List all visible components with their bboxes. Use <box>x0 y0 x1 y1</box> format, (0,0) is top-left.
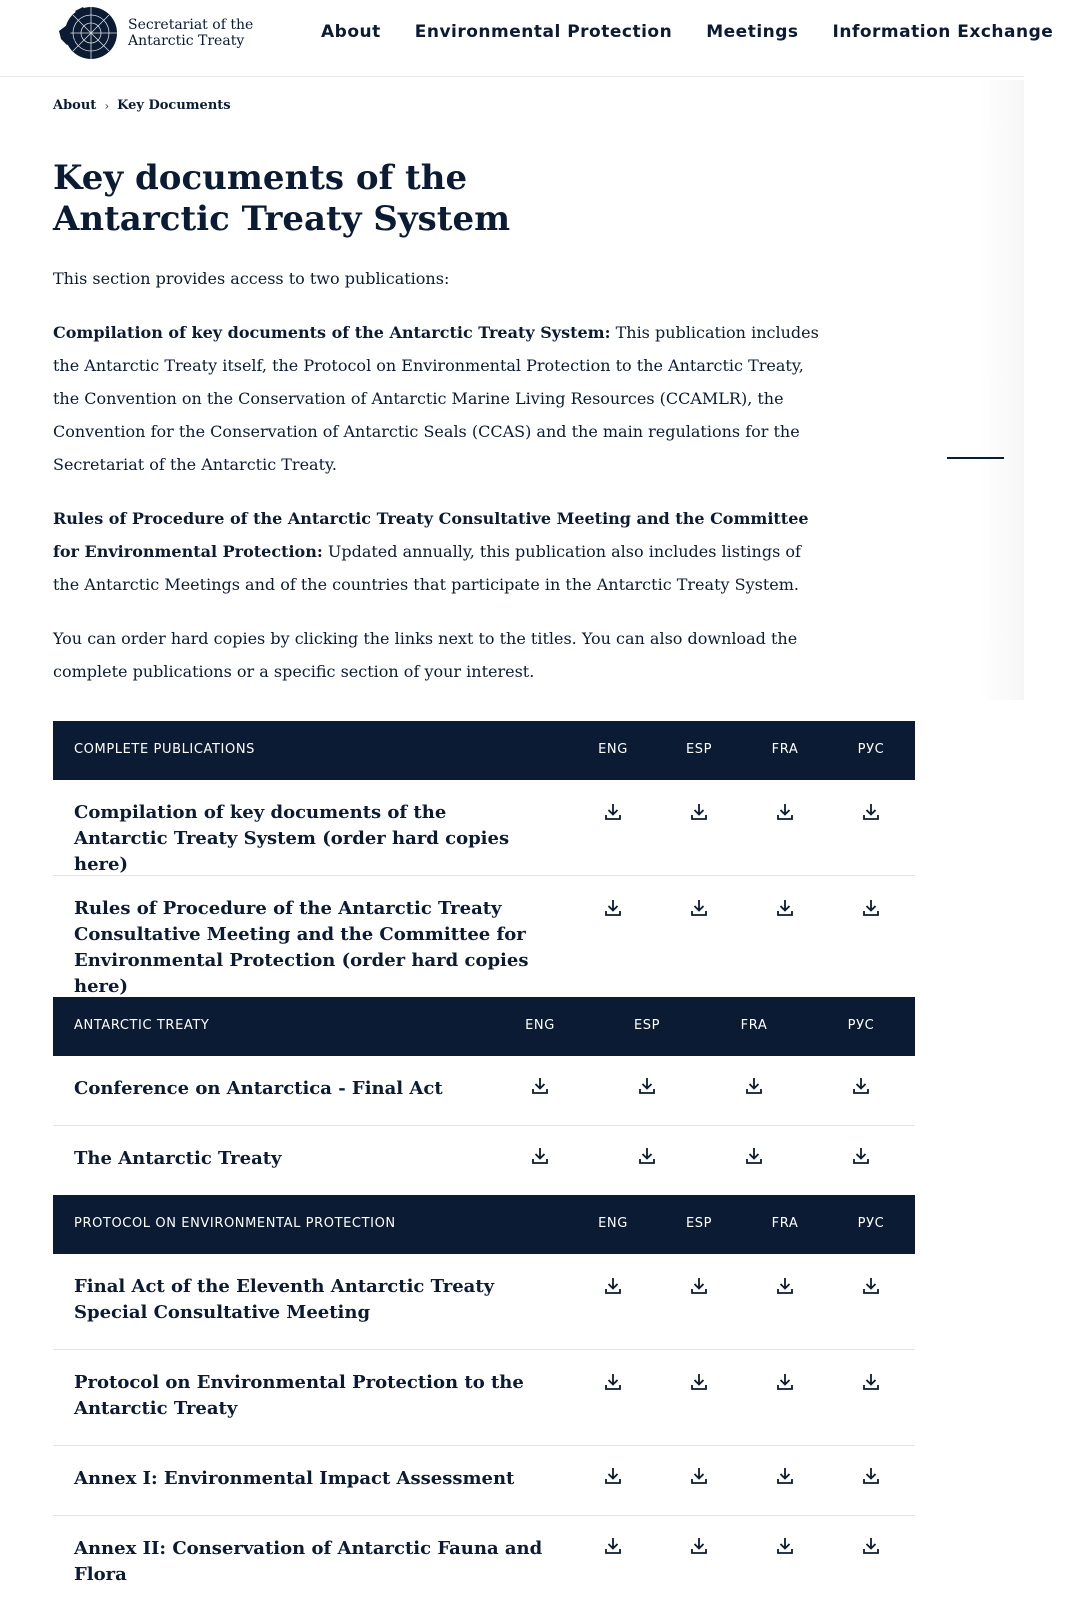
download-eng-icon[interactable] <box>603 802 623 822</box>
download-rus-icon[interactable] <box>861 1372 881 1392</box>
col-fra: FRA <box>740 1018 768 1033</box>
intro-p3-heading: Rules of Procedure of the Antarctic Treaty Consultative Meeting and the Committee for Environmental Protection: <box>53 509 809 561</box>
download-fra-icon[interactable] <box>775 1466 795 1486</box>
intro-text <box>53 262 823 709</box>
antarctica-logo-icon[interactable] <box>53 5 119 60</box>
download-esp-icon[interactable] <box>689 1372 709 1392</box>
download-esp-icon[interactable] <box>689 1276 709 1296</box>
intro-p3-body: Updated annually, this publication also includes listings of the Antarctic Meetings and of the countries that participate in the Antarctic Treaty System. <box>53 542 801 594</box>
main-nav <box>321 22 1087 42</box>
download-rus-icon[interactable] <box>861 1536 881 1556</box>
col-esp: ESP <box>685 1216 713 1231</box>
download-fra-icon[interactable] <box>775 1276 795 1296</box>
site-header <box>0 0 1054 77</box>
document-title[interactable]: Annex II: Conservation of Antarctic Fauna and Flora <box>74 1538 543 1585</box>
intro-paragraph-3 <box>53 502 823 601</box>
side-divider <box>947 457 1004 459</box>
table-header <box>53 1195 915 1254</box>
intro-p2-heading: Compilation of key documents of the Antarctic Treaty System: <box>53 323 611 342</box>
col-esp: ESP <box>685 742 713 757</box>
nav-environmental-protection[interactable]: Environmental Protection <box>414 22 673 42</box>
document-title[interactable]: Conference on Antarctica - Final Act <box>74 1078 443 1099</box>
nav-meetings[interactable]: Meetings <box>706 22 799 42</box>
nav-information-exchange[interactable]: Information Exchange <box>832 22 1054 42</box>
intro-paragraph-2 <box>53 316 823 481</box>
download-fra-icon[interactable] <box>744 1076 764 1096</box>
download-rus-icon[interactable] <box>861 898 881 918</box>
download-rus-icon[interactable] <box>861 802 881 822</box>
download-fra-icon[interactable] <box>744 1146 764 1166</box>
download-rus-icon[interactable] <box>851 1146 871 1166</box>
document-title[interactable]: The Antarctic Treaty <box>74 1148 282 1169</box>
table-title: COMPLETE PUBLICATIONS <box>74 742 256 757</box>
download-fra-icon[interactable] <box>775 898 795 918</box>
table-row <box>53 876 915 997</box>
download-eng-icon[interactable] <box>603 1466 623 1486</box>
table-title: PROTOCOL ON ENVIRONMENTAL PROTECTION <box>74 1216 396 1231</box>
table-row <box>53 1516 915 1585</box>
col-eng: ENG <box>598 1216 628 1231</box>
intro-p2-body: This publication includes the Antarctic Treaty itself, the Protocol on Environmental Protection to the Antarctic Treaty, the Convention on the Conservation of Antarctic Marine Living Resources (CCAMLR), the Convention for the Conservation of Antarctic Seals (CCAS) and the main regulations for the Secretariat of the Antarctic Treaty. <box>53 323 819 474</box>
col-eng: ENG <box>525 1018 555 1033</box>
document-title[interactable]: Protocol on Environmental Protection to the Antarctic Treaty <box>74 1372 524 1419</box>
table-row <box>53 1446 915 1516</box>
document-title[interactable]: Rules of Procedure of the Antarctic Treaty Consultative Meeting and the Committee for Environmental Protection (order hard copies here) <box>74 898 529 997</box>
col-rus: РУС <box>857 742 885 757</box>
table-protocol-environmental-protection <box>53 1195 915 1585</box>
download-rus-icon[interactable] <box>861 1466 881 1486</box>
logo-line-1: Secretariat of the <box>128 17 254 33</box>
document-title[interactable]: Final Act of the Eleventh Antarctic Treaty Special Consultative Meeting <box>74 1276 495 1323</box>
col-fra: FRA <box>771 742 799 757</box>
download-esp-icon[interactable] <box>689 1536 709 1556</box>
download-eng-icon[interactable] <box>530 1076 550 1096</box>
col-esp: ESP <box>633 1018 661 1033</box>
page-title: Key documents of the Antarctic Treaty System <box>53 158 511 239</box>
download-eng-icon[interactable] <box>530 1146 550 1166</box>
download-esp-icon[interactable] <box>689 898 709 918</box>
col-fra: FRA <box>771 1216 799 1231</box>
table-complete-publications <box>53 721 915 997</box>
table-row <box>53 1126 915 1195</box>
intro-paragraph-1: This section provides access to two publications: <box>53 269 450 288</box>
document-title[interactable]: Annex I: Environmental Impact Assessment <box>74 1468 515 1489</box>
breadcrumb-about-link[interactable]: About <box>53 98 97 113</box>
download-esp-icon[interactable] <box>637 1076 657 1096</box>
table-row <box>53 1056 915 1126</box>
breadcrumb-current: Key Documents <box>117 98 231 113</box>
download-rus-icon[interactable] <box>851 1076 871 1096</box>
download-eng-icon[interactable] <box>603 898 623 918</box>
breadcrumb <box>53 98 231 113</box>
chevron-right-icon: › <box>104 98 110 113</box>
download-eng-icon[interactable] <box>603 1276 623 1296</box>
download-eng-icon[interactable] <box>603 1536 623 1556</box>
intro-paragraph-4: You can order hard copies by clicking the links next to the titles. You can also download the complete publications or a specific section of your interest. <box>53 629 798 681</box>
table-title: ANTARCTIC TREATY <box>74 1018 210 1033</box>
download-fra-icon[interactable] <box>775 1372 795 1392</box>
table-row <box>53 1254 915 1350</box>
download-fra-icon[interactable] <box>775 1536 795 1556</box>
table-header <box>53 997 915 1056</box>
download-esp-icon[interactable] <box>689 802 709 822</box>
download-eng-icon[interactable] <box>603 1372 623 1392</box>
logo-line-2: Antarctic Treaty <box>128 33 245 49</box>
download-fra-icon[interactable] <box>775 802 795 822</box>
col-rus: РУС <box>857 1216 885 1231</box>
table-antarctic-treaty <box>53 997 915 1195</box>
document-title[interactable]: Compilation of key documents of the Antarctic Treaty System (order hard copies here) <box>74 802 510 875</box>
logo-text[interactable] <box>128 17 253 49</box>
download-esp-icon[interactable] <box>689 1466 709 1486</box>
side-panel-shade <box>980 80 1024 700</box>
download-esp-icon[interactable] <box>637 1146 657 1166</box>
col-rus: РУС <box>847 1018 875 1033</box>
table-header <box>53 721 915 780</box>
table-row <box>53 780 915 876</box>
nav-about[interactable]: About <box>321 22 381 42</box>
col-eng: ENG <box>598 742 628 757</box>
table-row <box>53 1350 915 1446</box>
download-rus-icon[interactable] <box>861 1276 881 1296</box>
